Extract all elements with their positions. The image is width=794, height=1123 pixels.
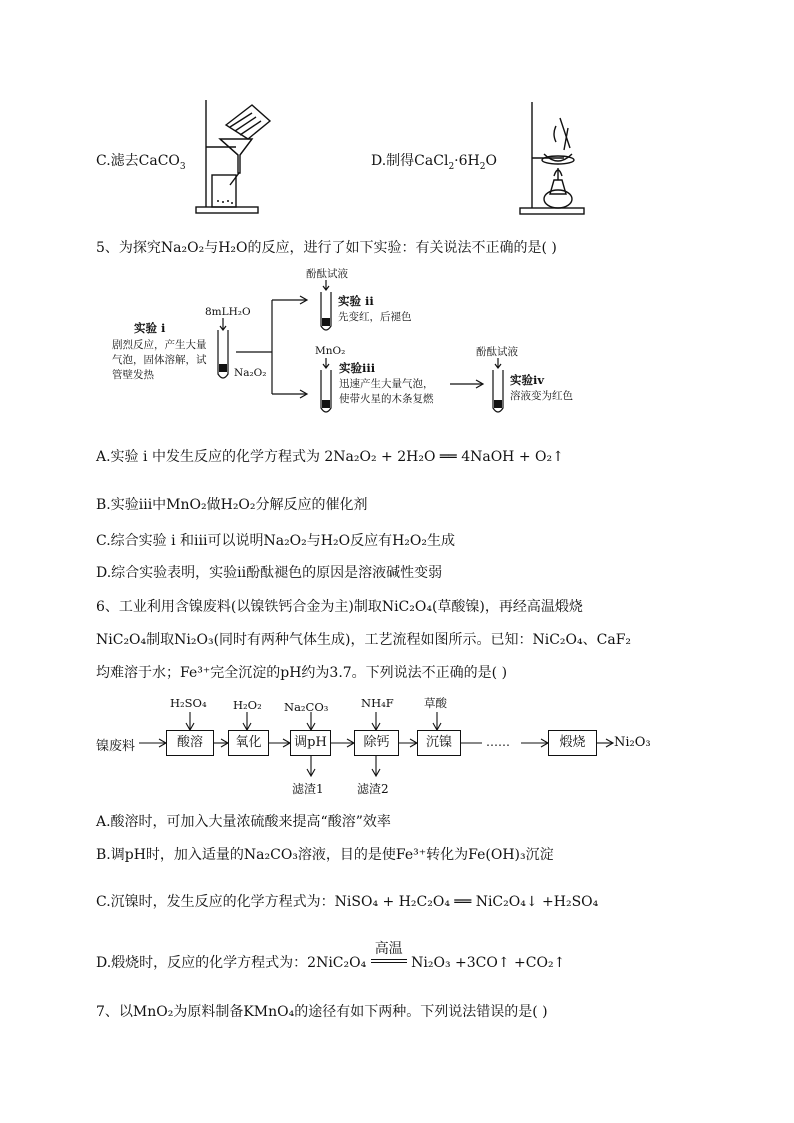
q7-stem: 7、以MnO₂为原料制备KMnO₄的途径有如下两种。下列说法错误的是( ) (96, 1004, 548, 1020)
q5-option-d: D.综合实验表明，实验ii酚酞褪色的原因是溶液碱性变弱 (96, 565, 443, 581)
residue-1: 滤渣1 (292, 782, 324, 796)
q6-condition-line (371, 959, 407, 963)
exp1-title: 实验 i (134, 321, 166, 335)
na2o2-label: Na₂O₂ (234, 367, 267, 379)
q6-option-a: A.酸溶时，可加入大量浓硫酸来提高“酸溶”效率 (96, 814, 391, 830)
q6-option-d (96, 941, 566, 972)
phenol-right-label: 酚酞试液 (476, 346, 518, 358)
residue-2: 滤渣2 (357, 782, 389, 796)
flow-dots: …… (486, 735, 510, 749)
exp2-title: 实验 ii (338, 294, 374, 308)
exp1-desc2: 气泡，固体溶解，试 (112, 354, 207, 366)
flow-end: Ni₂O₃ (614, 735, 651, 750)
reagent-na2co3: Na₂CO₃ (284, 700, 329, 714)
exp2-desc: 先变红，后褪色 (338, 311, 412, 323)
reagent-h2o2: H₂O₂ (233, 698, 262, 712)
reagent-oxalic: 草酸 (424, 696, 447, 710)
q6-option-c: C.沉镍时，发生反应的化学方程式为：NiSO₄ + H₂C₂O₄ ══ NiC₂O₄↓ +H₂SO₄ (96, 894, 599, 910)
flow-box-1: 酸溶 (166, 730, 214, 756)
q6-option-d-post: Ni₂O₃ +3CO↑ +CO₂↑ (411, 955, 566, 971)
option-c-sub: 3 (179, 161, 186, 172)
exp1-desc3: 管壁发热 (112, 369, 154, 381)
reagent-h2so4: H₂SO₄ (170, 696, 207, 710)
flow-start: 镍废料 (96, 739, 136, 754)
option-d-sub: 2 (448, 161, 455, 172)
q6-condition-text: 高温 (374, 941, 403, 957)
option-d-rest: ·6H (454, 153, 480, 169)
reagent-nh4f: NH₄F (361, 696, 394, 710)
option-c-text: C.滤去CaCO (96, 153, 180, 169)
exp3-desc1: 迅速产生大量气泡， (339, 378, 434, 390)
exp4-desc: 溶液变为红色 (510, 390, 573, 402)
q5-option-b: B.实验iii中MnO₂做H₂O₂分解反应的催化剂 (96, 497, 368, 513)
q6-condition-arrow (371, 941, 407, 970)
q6-line2: NiC₂O₄制取Ni₂O₃(同时有两种气体生成)，工艺流程如图所示。已知：NiC₂O₄、CaF₂ (96, 632, 632, 648)
exp1-desc1: 剧烈反应，产生大量 (112, 339, 207, 351)
phenol-top-label: 酚酞试液 (306, 268, 348, 280)
q5-option-c: C.综合实验 i 和iii可以说明Na₂O₂与H₂O反应有H₂O₂生成 (96, 533, 455, 549)
flow-box-5: 沉镍 (417, 730, 461, 756)
q6-line3: 均难溶于水；Fe³⁺完全沉淀的pH约为3.7。下列说法不正确的是( ) (96, 665, 508, 681)
flow-box-4: 除钙 (354, 730, 399, 756)
mno2-label: MnO₂ (315, 345, 346, 357)
q5-option-a: A.实验 i 中发生反应的化学方程式为 2Na₂O₂ + 2H₂O ══ 4NaOH + O₂↑ (96, 449, 564, 465)
flow-box-2: 氧化 (228, 730, 269, 756)
q6-line1: 6、工业利用含镍废料(以镍铁钙合金为主)制取NiC₂O₄(草酸镍)，再经高温煅烧 (96, 599, 583, 615)
option-d-sub2: 2 (479, 161, 486, 172)
q6-option-b: B.调pH时，加入适量的Na₂CO₃溶液，目的是使Fe³⁺转化为Fe(OH)₃沉淀 (96, 847, 554, 863)
option-d-text: D.制得CaCl (371, 153, 449, 169)
exp3-desc2: 使带火星的木条复燃 (339, 393, 434, 405)
flow-box-6: 煅烧 (548, 730, 597, 756)
flow-box-3: 调pH (290, 730, 331, 756)
water-label: 8mLH₂O (205, 306, 251, 318)
exp4-title: 实验iv (510, 373, 545, 387)
option-d-end: O (485, 153, 497, 169)
q6-option-d-pre: D.煅烧时，反应的化学方程式为：2NiC₂O₄ (96, 955, 367, 971)
q5-stem: 5、为探究Na₂O₂与H₂O的反应，进行了如下实验：有关说法不正确的是( ) (96, 240, 557, 256)
exp3-title: 实验iii (339, 361, 376, 375)
